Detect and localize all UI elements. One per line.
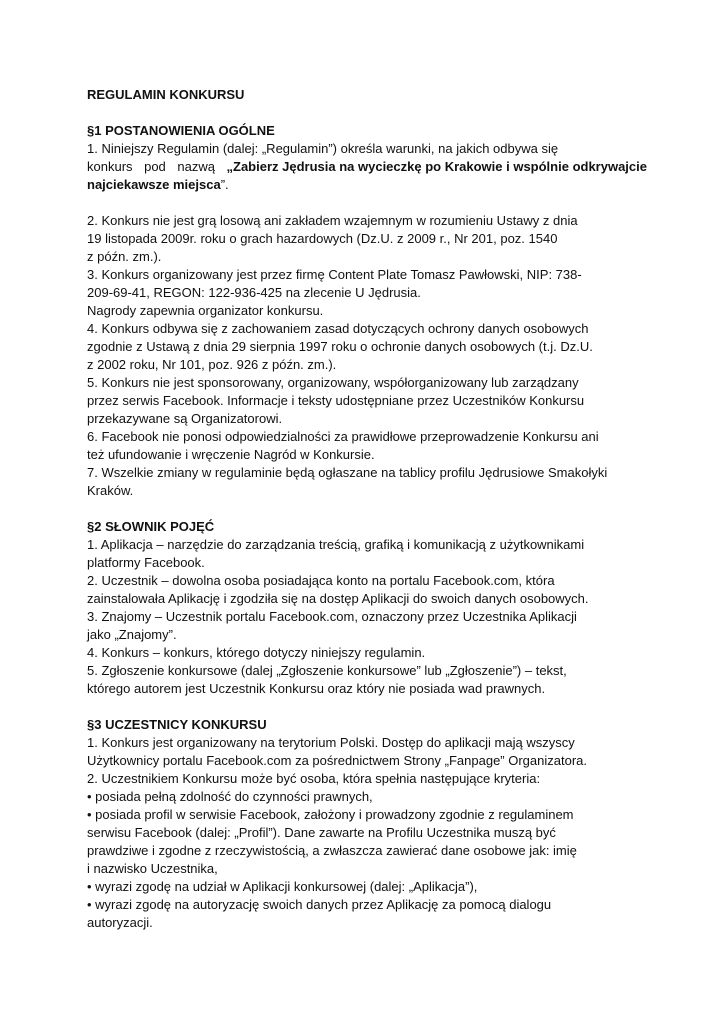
contest-name-bold: „Zabierz Jędrusia na wycieczkę po Krakowie i wspólnie odkrywajcie — [226, 159, 647, 174]
paragraph-line: jako „Znajomy”. — [87, 627, 177, 642]
paragraph-line: 2. Uczestnik – dowolna osoba posiadająca konto na portalu Facebook.com, która — [87, 573, 555, 588]
contest-name-bold: najciekawsze miejsca — [87, 177, 221, 192]
paragraph-line: serwisu Facebook (dalej: „Profil”). Dane zawarte na Profilu Uczestnika muszą być — [87, 825, 556, 840]
paragraph-line: autoryzacji. — [87, 915, 153, 930]
paragraph-line: 5. Zgłoszenie konkursowe (dalej „Zgłoszenie konkursowe” lub „Zgłoszenie”) – tekst, — [87, 663, 567, 678]
paragraph-line-justified — [87, 158, 647, 176]
paragraph-line: 4. Konkurs – konkurs, którego dotyczy niniejszy regulamin. — [87, 645, 426, 660]
paragraph-line: 1. Aplikacja – narzędzie do zarządzania treścią, grafiką i komunikacją z użytkownikami — [87, 537, 585, 552]
section-heading-3: §3 UCZESTNICY KONKURSU — [87, 717, 267, 732]
paragraph-line: i nazwisko Uczestnika, — [87, 861, 218, 876]
paragraph-line: zainstalowała Aplikację i zgodziła się na dostęp Aplikacji do swoich danych osobowych. — [87, 591, 589, 606]
spacer — [87, 500, 647, 518]
paragraph-line: 19 listopada 2009r. roku o grach hazardowych (Dz.U. z 2009 r., Nr 201, poz. 1540 — [87, 231, 558, 246]
paragraph-line: 2. Konkurs nie jest grą losową ani zakładem wzajemnym w rozumieniu Ustawy z dnia — [87, 213, 578, 228]
paragraph-line: przez serwis Facebook. Informacje i teksty udostępniane przez Uczestników Konkursu — [87, 393, 585, 408]
paragraph-line: 6. Facebook nie ponosi odpowiedzialności za prawidłowe przeprowadzenie Konkursu ani — [87, 429, 599, 444]
spacer — [87, 194, 647, 212]
paragraph-line: platformy Facebook. — [87, 555, 205, 570]
bullet-item: • wyrazi zgodę na autoryzację swoich danych przez Aplikację za pomocą dialogu — [87, 897, 552, 912]
document-title: REGULAMIN KONKURSU — [87, 87, 245, 102]
paragraph-line: z późn. zm.). — [87, 249, 162, 264]
text-segment: ”. — [220, 177, 229, 192]
paragraph-line: Nagrody zapewnia organizator konkursu. — [87, 303, 324, 318]
spacer — [87, 104, 647, 122]
paragraph-line: też ufundowanie i wręczenie Nagród w Konkursie. — [87, 447, 375, 462]
paragraph-line: 1. Niniejszy Regulamin (dalej: „Regulamin”) określa warunki, na jakich odbywa się — [87, 141, 559, 156]
paragraph-line: 209-69-41, REGON: 122-936-425 na zlecenie U Jędrusia. — [87, 285, 421, 300]
section-heading-1: §1 POSTANOWIENIA OGÓLNE — [87, 123, 275, 138]
paragraph-line: przekazywane są Organizatorowi. — [87, 411, 283, 426]
bullet-item: • wyrazi zgodę na udział w Aplikacji konkursowej (dalej: „Aplikacja”), — [87, 879, 478, 894]
paragraph-line: 2. Uczestnikiem Konkursu może być osoba, która spełnia następujące kryteria: — [87, 771, 541, 786]
text-segment: nazwą — [177, 159, 215, 174]
paragraph-line: 3. Znajomy – Uczestnik portalu Facebook.com, oznaczony przez Uczestnika Aplikacji — [87, 609, 577, 624]
paragraph-line: 4. Konkurs odbywa się z zachowaniem zasad dotyczących ochrony danych osobowych — [87, 321, 589, 336]
paragraph-line: Użytkownicy portalu Facebook.com za pośrednictwem Strony „Fanpage” Organizatora. — [87, 753, 587, 768]
document-body — [87, 86, 647, 932]
bullet-item: • posiada profil w serwisie Facebook, założony i prowadzony zgodnie z regulaminem — [87, 807, 574, 822]
paragraph-line: którego autorem jest Uczestnik Konkursu oraz który nie posiada wad prawnych. — [87, 681, 546, 696]
paragraph-line: zgodnie z Ustawą z dnia 29 sierpnia 1997 roku o ochronie danych osobowych (t.j. Dz.U. — [87, 339, 593, 354]
text-segment: konkurs — [87, 159, 133, 174]
paragraph-line: 7. Wszelkie zmiany w regulaminie będą ogłaszane na tablicy profilu Jędrusiowe Smakołyki — [87, 465, 608, 480]
bullet-item: • posiada pełną zdolność do czynności prawnych, — [87, 789, 373, 804]
paragraph-line — [87, 176, 647, 194]
section-heading-2: §2 SŁOWNIK POJĘĆ — [87, 519, 215, 534]
paragraph-line: 5. Konkurs nie jest sponsorowany, organizowany, współorganizowany lub zarządzany — [87, 375, 579, 390]
spacer — [87, 698, 647, 716]
paragraph-line: 3. Konkurs organizowany jest przez firmę Content Plate Tomasz Pawłowski, NIP: 738- — [87, 267, 582, 282]
text-segment: pod — [144, 159, 166, 174]
paragraph-line: Kraków. — [87, 483, 134, 498]
paragraph-line: 1. Konkurs jest organizowany na terytorium Polski. Dostęp do aplikacji mają wszyscy — [87, 735, 575, 750]
paragraph-line: prawdziwe i zgodne z rzeczywistością, a zwłaszcza zawierać dane osobowe jak: imię — [87, 843, 577, 858]
paragraph-line: z 2002 roku, Nr 101, poz. 926 z późn. zm.). — [87, 357, 337, 372]
